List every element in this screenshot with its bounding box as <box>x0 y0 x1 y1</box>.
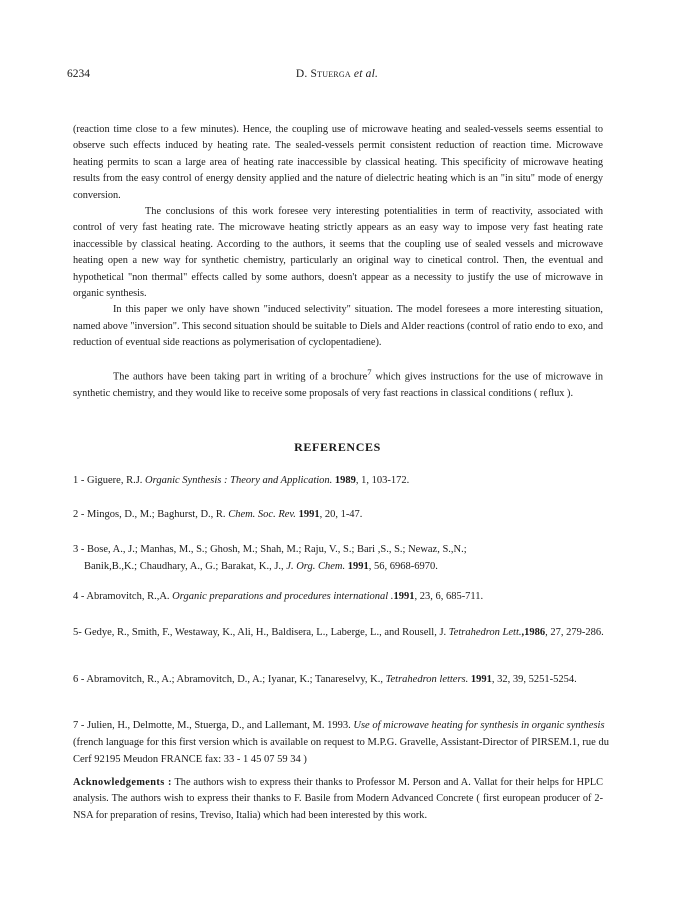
reference-number: 4 - <box>73 591 85 602</box>
paragraph-1: (reaction time close to a few minutes). Hence, the coupling use of microwave heating and sealed-vessels seems essential to observe such effects induced by heating rate. The sealed-vessels permit consistent reduction of reaction time. Microwave heating permits to scan a large area of heating rate inaccessible by classical heating. This specificity of microwave heating results from the easy control of energy density applied and the nature of dielectric heating which is an "in situ" mode of energy conversion. <box>73 124 603 201</box>
reference-pages: , 27, 279-286. <box>545 627 604 638</box>
reference-number: 3 - <box>73 544 85 555</box>
reference-source: Tetrahedron Lett. <box>448 627 522 638</box>
reference-authors: Gedye, R., Smith, F., Westaway, K., Ali, H., Baldisera, L., Laberge, L., and Rousell, J. <box>81 627 449 638</box>
reference-5 <box>73 624 613 641</box>
reference-source: J. Org. Chem. <box>286 561 346 572</box>
reference-authors: Bose, A., J.; Manhas, M., S.; Ghosh, M.; Shah, M.; Raju, V., S.; Bari ,S., S.; Newaz, S.,N.; <box>84 544 467 555</box>
acknowledgements-text: The authors wish to express their thanks to Professor M. Person and A. Vallat for their helps for HPLC analysis. The authors wish to express their thanks to F. Basile from Modern Advanced Concrete ( first european producer of 2-NSA for preparation of resins, Treviso, Italia) which had been interested by this work. <box>73 777 604 821</box>
reference-source: Organic preparations and procedures international . <box>172 591 394 602</box>
running-head-author: D. Stuerga <box>295 68 351 80</box>
reference-number: 6 - <box>73 674 85 685</box>
reference-number: 1 - <box>73 475 85 486</box>
reference-continuation <box>73 558 613 575</box>
reference-6 <box>73 671 613 688</box>
references-heading: REFERENCES <box>294 440 381 454</box>
reference-pages: , 1, 103-172. <box>355 475 410 486</box>
reference-4 <box>73 588 613 605</box>
reference-year: 1991 <box>393 591 415 602</box>
reference-authors-cont: Banik,B.,K.; Chaudhary, A., G.; Barakat, K., J., <box>84 561 287 572</box>
body-text <box>73 122 603 402</box>
page-number: 6234 <box>67 68 90 80</box>
reference-authors: Mingos, D., M.; Baghurst, D., R. <box>84 509 229 520</box>
reference-pages: , 23, 6, 685-711. <box>414 591 484 602</box>
reference-authors: Julien, H., Delmotte, M., Stuerga, D., and Lallemant, M. 1993. <box>84 720 354 731</box>
reference-number: 7 - <box>73 720 85 731</box>
reference-year: 1991 <box>295 509 320 520</box>
acknowledgements-title: Acknowledgements : <box>73 777 172 788</box>
running-head <box>67 68 607 80</box>
reference-number: 2 - <box>73 509 85 520</box>
paragraph-4-start: The authors have been taking part in writing of a brochure <box>113 371 368 383</box>
reference-year: 1991 <box>468 674 492 685</box>
reference-authors: Abramovitch, R.,A. <box>84 591 173 602</box>
paragraph-4 <box>73 364 603 402</box>
reference-source: Chem. Soc. Rev. <box>228 509 296 520</box>
reference-source: Tetrahedron letters. <box>385 674 469 685</box>
reference-number: 5- <box>73 627 82 638</box>
paragraph-2: The conclusions of this work foresee very interesting potentialities in term of reactivity, associated with control of very fast heating rate. The microwave heating strictly appears as an easy way to impose very fast heating rate inaccessible by classical heating. According to the authors, it seems that the coupling use of sealed vessels and microwave heating open a new way for synthetic chemistry, particularly an original way to cinetical control. Then, the eventual and hypothetical "non thermal" effects called by some authors, doesn't appear as a necessity to justify the use of microwave in organic synthesis. <box>73 206 603 300</box>
running-head-etal: et al. <box>353 68 379 80</box>
footnote-marker: 7 <box>367 366 372 377</box>
reference-3 <box>73 541 613 575</box>
paragraph-4-end: which gives instructions for the use of microwave in synthetic chemistry, and they would like to receive some proposals of very fast reactions in classical conditions ( reflux ). <box>73 371 603 399</box>
page-header <box>67 68 607 84</box>
reference-pages: , 32, 39, 5251-5254. <box>491 674 577 685</box>
paragraph-3: In this paper we only have shown "induced selectivity" situation. The model foresees a more interesting situation, named above "inversion". This second situation should be suitable to Diels and Alder reactions (control of ratio endo to exo, and reduction of eventual side reactions as polymerisation of cyclopentadiene). <box>73 304 603 349</box>
reference-pages: , 56, 6968-6970. <box>368 561 438 572</box>
reference-note: (french language for this first version which is available on request to M.P.G. Gravelle, Assistant-Director of PIRSEM.1, rue du Cerf 92195 Meudon FRANCE fax: 33 - 1 45 07 59 34 ) <box>73 737 609 765</box>
reference-2 <box>73 506 613 523</box>
reference-title: Use of microwave heating for synthesis in organic synthesis <box>353 720 605 731</box>
reference-pages: , 20, 1-47. <box>319 509 363 520</box>
acknowledgements <box>73 775 603 824</box>
reference-year: 1991 <box>345 561 369 572</box>
reference-source: Organic Synthesis : Theory and Application. <box>145 475 333 486</box>
reference-1 <box>73 472 613 489</box>
reference-year: 1989 <box>332 475 356 486</box>
reference-authors: Giguere, R.J. <box>84 475 146 486</box>
reference-authors: Abramovitch, R., A.; Abramovitch, D., A.; Iyanar, K.; Tanareselvy, K., <box>84 674 386 685</box>
reference-year: ,1986 <box>521 627 546 638</box>
reference-7 <box>73 717 613 768</box>
